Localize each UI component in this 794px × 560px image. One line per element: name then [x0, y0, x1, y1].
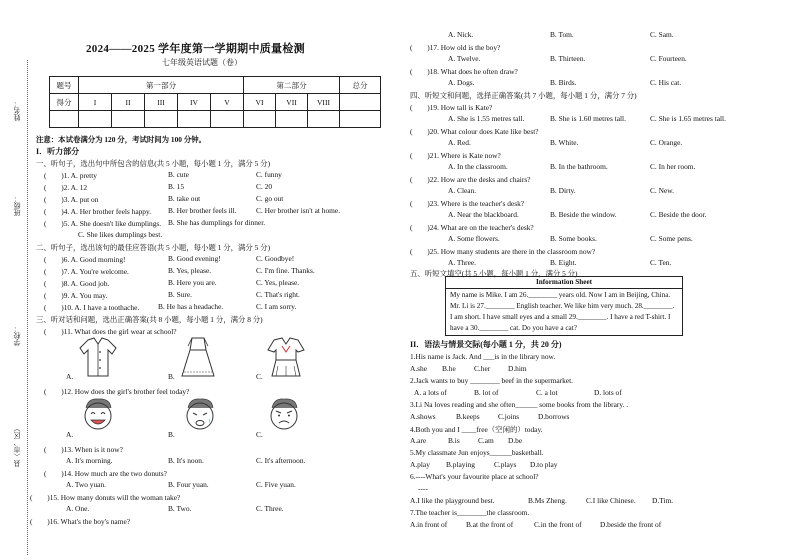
option-d: D.to play	[530, 460, 558, 469]
question-2: ( )2. A. 12	[44, 183, 88, 192]
question-3: ( )3. A. put on	[44, 195, 99, 204]
option-a: A. Dogs.	[448, 78, 475, 87]
option-c: C. Ten.	[650, 258, 672, 267]
option-c: C.plays	[494, 460, 517, 469]
option-b: B. cute	[168, 170, 189, 179]
question-15: ( )15. How many donuts will the woman take?	[30, 493, 181, 502]
option-c: C. a lot	[536, 388, 558, 397]
option-c: C. Sam.	[650, 30, 674, 39]
question-1: ( )1. A. pretty	[44, 171, 97, 180]
option-b: B. She is 1.60 metres tall.	[550, 114, 626, 123]
part1-heading: I．听力部分	[36, 147, 80, 156]
option-a: A. Clean.	[448, 186, 477, 195]
section5-title: 五、听短文填空(共 5 小题，每小题 1 分，满分 5 分)	[410, 269, 578, 278]
option-c: C.	[256, 430, 263, 439]
option-b: B. Good evening!	[168, 254, 221, 263]
option-d: D.borrows	[538, 412, 570, 421]
score-cell: 得分	[50, 94, 79, 111]
option-c: C. Three.	[256, 504, 284, 513]
score-cell	[79, 111, 112, 128]
option-c: C.joins	[498, 412, 520, 421]
score-cell: VI	[244, 94, 276, 111]
option-b: B. She has dumplings for dinner.	[168, 218, 266, 227]
grammar-question-5: 5.My classmate Jun enjoys______basketball.	[410, 448, 544, 457]
school-label: 学校：	[13, 325, 21, 346]
question-9: ( )9. A. You may.	[44, 291, 108, 300]
option-a: A.I like the playground best.	[410, 496, 495, 505]
option-c: C.her	[474, 364, 491, 373]
option-b: B. Her brother feels ill.	[168, 206, 237, 215]
score-cell	[145, 111, 178, 128]
option-c: C. In her room.	[650, 162, 696, 171]
page-title: 2024——2025 学年度第一学期期中质量检测	[86, 43, 305, 55]
score-cell: 第二部分	[244, 77, 340, 94]
option-a: A.are	[410, 436, 427, 445]
score-cell	[244, 111, 276, 128]
option-a: A. In the classroom.	[448, 162, 508, 171]
option-a: A.	[66, 430, 74, 439]
grammar-question-3: 3.Li Na loves reading and she often______ some books from the library. .	[410, 400, 629, 409]
binding-line	[27, 60, 28, 555]
dress-image	[180, 336, 216, 380]
question-18: ( )18. What does he often draw?	[410, 67, 518, 76]
question-4: ( )4. A. Her brother feels happy.	[44, 207, 152, 216]
option-a: A.play	[410, 460, 430, 469]
county-label: 县（市、区）	[13, 425, 21, 467]
question-14: ( )14. How much are the two donuts?	[44, 469, 167, 478]
option-c: C.I like Chinese.	[586, 496, 636, 505]
uniform-image	[266, 336, 306, 378]
part2-heading: II．语法与情景交际(每小题 1 分，共 20 分)	[410, 340, 562, 349]
score-table	[49, 76, 381, 128]
option-b: B. Beside the window.	[550, 210, 617, 219]
question-21: ( )21. Where is Kate now?	[410, 151, 501, 160]
answer-blank: ----	[418, 484, 428, 493]
score-cell: III	[145, 94, 178, 111]
option-c: C. funny	[256, 170, 282, 179]
option-a: A.shows	[410, 412, 436, 421]
option-d: D.him	[508, 364, 527, 373]
exam-note: 注意：本试卷满分为 120 分，考试时间为 100 分钟。	[36, 135, 206, 144]
option-c: C.am	[478, 436, 494, 445]
score-cell	[340, 111, 381, 128]
option-a: A. Some flowers.	[448, 234, 500, 243]
score-cell: VIII	[308, 94, 340, 111]
name-label: 姓名：	[13, 100, 21, 121]
score-cell: 题号	[50, 77, 79, 94]
question-11: ( )11. What does the girl wear at school?	[44, 327, 177, 336]
question-12: ( )12. How does the girl's brother feel today?	[44, 387, 190, 396]
section4-title: 四、听短文和问题，选择正确答案(共 7 小题，每小题 1 分，满分 7 分)	[410, 91, 637, 100]
score-cell	[276, 111, 308, 128]
option-c: C. 20	[256, 182, 273, 191]
option-b: B. Tom.	[550, 30, 574, 39]
section3-title: 三、听对话和问题，选出正确答案(共 8 小题，每小题 1 分，满分 8 分)	[36, 315, 263, 324]
sick-face-image	[182, 396, 218, 436]
score-cell: 总分	[340, 77, 381, 94]
option-b: B.Ms Zheng.	[528, 496, 567, 505]
question-16: ( )16. What's the boy's name?	[30, 517, 131, 526]
option-b: B. In the bathroom.	[550, 162, 608, 171]
option-c: C. Yes, please.	[256, 278, 300, 287]
happy-face-image	[80, 396, 116, 436]
sheet-title: Information Sheet	[446, 277, 682, 289]
option-c: C. Fourteen.	[650, 54, 687, 63]
question-25: ( )25. How many students are there in the classroom now?	[410, 247, 596, 256]
option-b: B. He has a headache.	[158, 302, 224, 311]
question-23: ( )23. Where is the teacher's desk?	[410, 199, 525, 208]
option-a: A. Red.	[448, 138, 471, 147]
page-subtitle: 七年级英语试题（卷）	[162, 58, 242, 67]
option-b: B.he	[442, 364, 456, 373]
grammar-question-2: 2.Jack wants to buy ________ beef in the supermarket.	[410, 376, 573, 385]
option-a: A. a lots of	[414, 388, 447, 397]
question-8: ( )8. A. Good job.	[44, 279, 110, 288]
score-cell	[308, 111, 340, 128]
score-cell: IV	[178, 94, 211, 111]
option-a: A.	[66, 372, 74, 381]
question-24: ( )24. What are on the teacher's desk?	[410, 223, 534, 232]
option-c: C. Five yuan.	[256, 480, 296, 489]
option-d: D.be	[508, 436, 523, 445]
option-b: B. Yes, please.	[168, 266, 212, 275]
option-c: C. Some pens.	[650, 234, 693, 243]
question-6: ( )6. A. Good morning!	[44, 255, 126, 264]
class-label: 班级：	[13, 195, 21, 216]
option-c: C. That's right.	[256, 290, 300, 299]
option-a: A. It's morning.	[66, 456, 113, 465]
option-b: B. Two.	[168, 504, 192, 513]
option-a: A.she	[410, 364, 428, 373]
grammar-question-4: 4.Both you and I ____free（空闲的）today.	[410, 425, 543, 434]
option-a: A. Nick.	[448, 30, 474, 39]
option-c: C. His cat.	[650, 78, 682, 87]
option-b: B. It's noon.	[168, 456, 204, 465]
section2-title: 二、听句子，选出该句的最佳应答语(共 5 小题，每小题 1 分，满分 5 分)	[36, 243, 271, 252]
question-13: ( )13. When is it now?	[44, 445, 123, 454]
score-cell: VII	[276, 94, 308, 111]
option-c: C. She likes dumplings best.	[78, 230, 163, 239]
option-a: A.in front of	[410, 520, 448, 529]
question-22: ( )22. How are the desks and chairs?	[410, 175, 531, 184]
question-20: ( )20. What colour does Kate like best?	[410, 127, 539, 136]
question-7: ( )7. A. You're welcome.	[44, 267, 129, 276]
question-19: ( )19. How tall is Kate?	[410, 103, 493, 112]
option-b: B. White.	[550, 138, 579, 147]
option-b: B. Four yuan.	[168, 480, 209, 489]
score-cell: 第一部分	[79, 77, 244, 94]
option-c: C. Her brother isn't at home.	[256, 206, 341, 215]
option-b: B. Some books.	[550, 234, 597, 243]
score-cell	[50, 111, 79, 128]
grammar-question-1: 1.His name is Jack. And ___is in the library now.	[410, 352, 556, 361]
score-cell	[211, 111, 244, 128]
information-sheet	[445, 276, 683, 336]
option-c: C. Orange.	[650, 138, 683, 147]
option-a: A. Near the blackboard.	[448, 210, 519, 219]
question-5: ( )5. A. She doesn't like dumplings.	[44, 219, 162, 228]
score-cell	[112, 111, 145, 128]
option-b: B. Sure.	[168, 290, 193, 299]
option-c: C.in the front of	[534, 520, 582, 529]
option-b: B.keeps	[456, 412, 480, 421]
option-b: B.	[168, 430, 175, 439]
option-a: A. Three.	[448, 258, 476, 267]
sheet-body: My name is Mike. I am 26.________ years old. Now I am in Beijing, China. Mr. Li is 27.________ English teacher. We like him very much. 28.________. I am short. I have small eyes and a small 29.________. I have a red T-shirt. I have a 30.________ cat. Do you have a cat?	[450, 291, 675, 332]
angry-face-image	[266, 396, 302, 436]
option-b: B. Dirty.	[550, 186, 576, 195]
option-c: C. Beside the door.	[650, 210, 707, 219]
option-b: B. Birds.	[550, 78, 577, 87]
option-b: B. Eight.	[550, 258, 577, 267]
score-cell	[340, 94, 381, 111]
option-a: A. Two yuan.	[66, 480, 106, 489]
score-cell: II	[112, 94, 145, 111]
option-c: C. go out	[256, 194, 284, 203]
grammar-question-7: 7.The teacher is________the classroom.	[410, 508, 530, 517]
option-a: A. She is 1.55 metres tall.	[448, 114, 525, 123]
shirt-image	[78, 336, 118, 378]
option-b: B.	[168, 372, 175, 381]
option-b: B. take out	[168, 194, 201, 203]
option-c: C. New.	[650, 186, 674, 195]
grammar-question-6: 6.----What's your favourite place at school?	[410, 472, 539, 481]
section1-title: 一、听句子，选出句中所包含的信息(共 5 小题，每小题 1 分，满分 5 分)	[36, 159, 271, 168]
option-b: B.playing	[446, 460, 475, 469]
score-cell: V	[211, 94, 244, 111]
option-b: B. Here you are.	[168, 278, 217, 287]
option-c: C. Goodbye!	[256, 254, 295, 263]
option-c: C.	[256, 372, 263, 381]
option-d: D.beside the front of	[600, 520, 662, 529]
option-b: B. 15	[168, 182, 185, 191]
score-cell	[178, 111, 211, 128]
option-b: B.is	[448, 436, 460, 445]
score-cell: I	[79, 94, 112, 111]
option-c: C. I'm fine. Thanks.	[256, 266, 315, 275]
option-c: C. I am sorry.	[256, 302, 297, 311]
option-b: B.at the front of	[466, 520, 514, 529]
option-b: B. Thirteen.	[550, 54, 586, 63]
option-a: A. Twelve.	[448, 54, 481, 63]
option-d: D. lots of	[594, 388, 622, 397]
option-d: D.Tim.	[652, 496, 674, 505]
question-10: ( )10. A. I have a toothache.	[44, 303, 140, 312]
option-c: C. It's afternoon.	[256, 456, 306, 465]
option-b: B. lot of	[474, 388, 499, 397]
option-a: A. One.	[66, 504, 90, 513]
option-c: C. She is 1.65 metres tall.	[650, 114, 726, 123]
question-17: ( )17. How old is the boy?	[410, 43, 501, 52]
